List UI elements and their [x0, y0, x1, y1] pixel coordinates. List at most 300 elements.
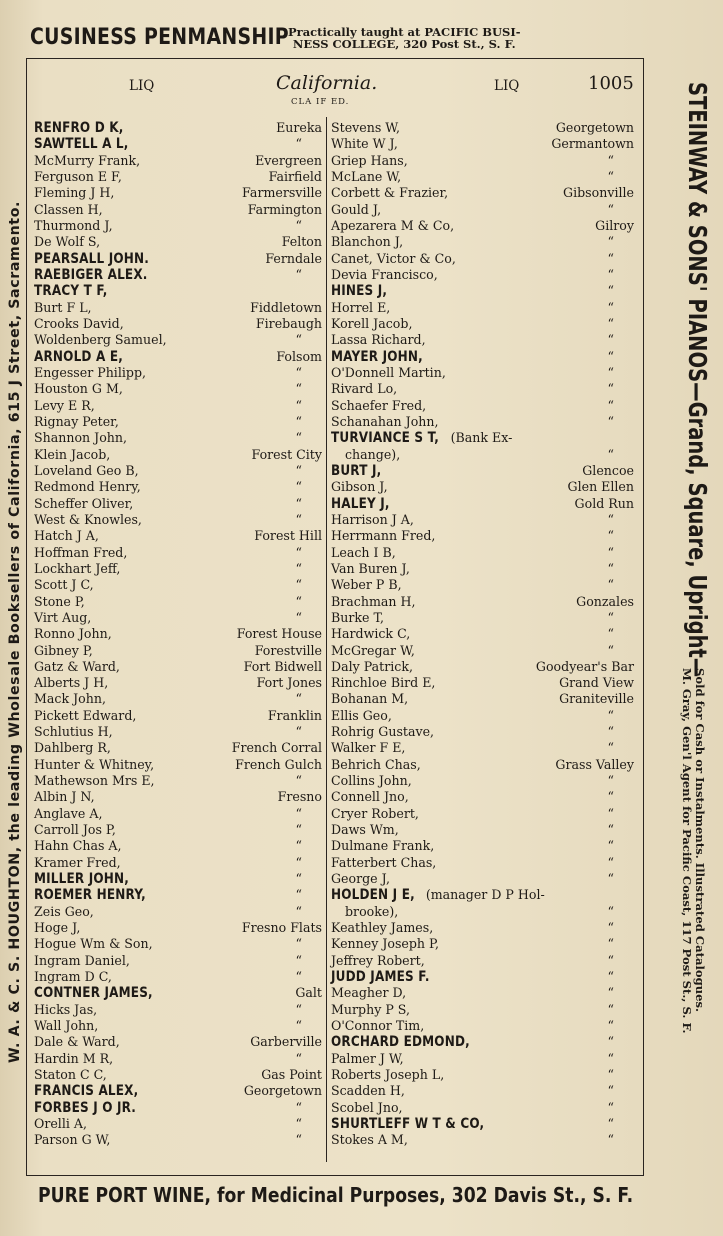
listing-name: Virt Aug,	[34, 609, 92, 625]
listing-name: Herrmann Fred,	[331, 528, 436, 544]
listing-row	[331, 594, 634, 610]
listing-place: “	[607, 1099, 614, 1115]
listing-name: Schlutius H,	[34, 724, 113, 740]
listing-place: “	[295, 838, 302, 854]
listing-name: Ronno John,	[34, 626, 112, 642]
listing-place: “	[607, 152, 614, 168]
listing-row	[34, 365, 322, 381]
listing-row	[34, 1083, 322, 1099]
listing-row	[331, 185, 634, 201]
listing-place: “	[607, 577, 614, 593]
page-number: 1005	[588, 73, 634, 94]
listing-place: “	[295, 936, 302, 952]
listing-name: Alberts J H,	[34, 675, 109, 691]
listing-row	[331, 414, 634, 430]
bottom-ad-text: PURE PORT WINE, for Medicinal Purposes, 302 Davis St., S. F.	[38, 1183, 634, 1207]
listing-row	[331, 1083, 634, 1099]
right-ad-details	[680, 668, 706, 1138]
listing-place: “	[607, 544, 614, 560]
listing-row	[331, 136, 634, 152]
listing-place: “	[607, 1116, 614, 1132]
listing-place: “	[295, 903, 302, 919]
listing-place: “	[607, 609, 614, 625]
listing-name: Bohanan M,	[331, 691, 409, 707]
listing-name: West & Knowles,	[34, 511, 142, 527]
listing-name: Scott J C,	[34, 577, 94, 593]
listing-row	[34, 855, 322, 871]
listing-row	[34, 218, 322, 234]
listing-name: ORCHARD EDMOND,	[331, 1034, 470, 1051]
listing-name: Ellis Geo,	[331, 707, 392, 723]
listing-row	[331, 283, 634, 299]
listing-name: Lockhart Jeff,	[34, 560, 121, 576]
listing-name: Roberts Joseph L,	[331, 1067, 445, 1083]
listing-row	[34, 675, 322, 691]
listing-row	[34, 1034, 322, 1050]
listing-row	[331, 708, 634, 724]
listing-place: Fort Bidwell	[243, 658, 322, 674]
listing-row	[34, 496, 322, 512]
listing-name: O'Connor Tim,	[331, 1018, 425, 1034]
listing-row	[34, 887, 322, 903]
listing-name: change),	[345, 446, 401, 462]
listing-place: Graniteville	[559, 691, 634, 707]
listing-place: “	[295, 430, 302, 446]
listing-name: Dulmane Frank,	[331, 838, 435, 854]
listing-name: ROEMER HENRY,	[34, 887, 146, 904]
listing-name: Orelli A,	[34, 1116, 87, 1132]
listing-name: Ingram D C,	[34, 969, 112, 985]
listing-name: Van Buren J,	[331, 560, 410, 576]
listing-row	[331, 724, 634, 740]
listing-name: Engesser Philipp,	[34, 364, 147, 380]
listing-name: Stone P,	[34, 593, 85, 609]
listing-row	[331, 153, 634, 169]
listing-row	[331, 251, 634, 267]
listing-row	[34, 1100, 322, 1116]
listing-name: Staton C C,	[34, 1067, 107, 1083]
listing-name: FRANCIS ALEX,	[34, 1083, 139, 1100]
listing-row	[331, 757, 634, 773]
listing-row	[331, 920, 634, 936]
listing-name: Corbett & Frazier,	[331, 185, 449, 201]
listing-row	[331, 691, 634, 707]
listing-row	[34, 153, 322, 169]
listing-name: Hardwick C,	[331, 626, 411, 642]
listing-row	[34, 447, 322, 463]
listing-name: McLane W,	[331, 168, 402, 184]
listing-name: Blanchon J,	[331, 234, 404, 250]
listing-place: “	[295, 136, 302, 152]
listing-name: Hunter & Whitney,	[34, 756, 155, 772]
listing-name: Horrel E,	[331, 299, 391, 315]
top-ad-line2: NESS COLLEGE, 320 Post St., S. F.	[292, 37, 516, 51]
listing-place: “	[295, 1050, 302, 1066]
listing-row	[331, 985, 634, 1001]
listing-place: Georgetown	[555, 120, 634, 135]
listing-row	[331, 545, 634, 561]
listing-name: Scheffer Oliver,	[34, 495, 134, 511]
listing-name: Connell Jno,	[331, 789, 409, 805]
right-advertisement	[644, 70, 722, 1160]
listing-place: “	[295, 1116, 302, 1132]
listing-place: “	[607, 854, 614, 870]
listing-place: Fresno Flats	[241, 920, 322, 936]
listing-place: Fresno	[277, 789, 322, 805]
top-ad-details	[288, 26, 521, 50]
listing-place: Fiddletown	[250, 299, 322, 315]
listing-place: “	[607, 707, 614, 723]
listing-place: Folsom	[276, 348, 322, 364]
running-header	[26, 70, 642, 110]
header-category-right: LIQ	[494, 78, 520, 94]
column-divider	[326, 117, 327, 1162]
listing-name: Shannon John,	[34, 430, 128, 446]
listing-row	[331, 773, 634, 789]
listing-row	[331, 234, 634, 250]
listing-place: Forestville	[254, 642, 322, 658]
listing-place: “	[295, 266, 302, 282]
header-classified: CLA IF ED.	[291, 97, 350, 107]
listing-place: “	[607, 724, 614, 740]
listing-name: CONTNER JAMES,	[34, 985, 153, 1002]
listing-place: “	[607, 560, 614, 576]
listing-place: Firebaugh	[255, 315, 322, 331]
listing-name: Houston G M,	[34, 381, 123, 397]
listing-row	[34, 838, 322, 854]
listing-row	[34, 740, 322, 756]
listing-name: Mathewson Mrs E,	[34, 773, 155, 789]
listing-row	[34, 332, 322, 348]
listing-row	[34, 561, 322, 577]
listing-name: Hicks Jas,	[34, 1001, 98, 1017]
listing-row	[34, 789, 322, 805]
listing-row	[331, 169, 634, 185]
listing-place: “	[607, 773, 614, 789]
listing-row	[34, 708, 322, 724]
listing-name: Kramer Fred,	[34, 854, 121, 870]
listing-name: Schanahan John,	[331, 413, 439, 429]
listing-place: “	[295, 544, 302, 560]
listing-name: Hardin M R,	[34, 1050, 114, 1066]
listing-row	[34, 512, 322, 528]
header-category-left: LIQ	[129, 78, 155, 94]
listing-name: Keathley James,	[331, 920, 434, 936]
listing-row	[34, 904, 322, 920]
listing-place: “	[295, 413, 302, 429]
listing-name: Fleming J H,	[34, 185, 115, 201]
listing-row	[331, 479, 634, 495]
listing-place: “	[295, 381, 302, 397]
listing-name: Cryer Robert,	[331, 805, 419, 821]
listing-name: Burt F L,	[34, 299, 92, 315]
listing-row	[331, 365, 634, 381]
listing-place: “	[607, 397, 614, 413]
listing-row	[34, 953, 322, 969]
listing-row	[34, 120, 322, 136]
listing-place: “	[607, 805, 614, 821]
listing-place: “	[607, 626, 614, 642]
listing-row	[331, 1116, 634, 1132]
listing-name: Gatz & Ward,	[34, 658, 120, 674]
top-ad-main: CUSINESS PENMANSHIP	[30, 25, 289, 50]
listing-place: “	[295, 822, 302, 838]
listing-place: “	[607, 168, 614, 184]
listing-place: “	[607, 1034, 614, 1050]
listing-row	[331, 838, 634, 854]
listing-place: “	[607, 936, 614, 952]
listing-name: George J,	[331, 871, 390, 887]
listing-name: Meagher D,	[331, 985, 407, 1001]
listing-row	[331, 887, 634, 903]
listing-place: “	[607, 969, 614, 985]
listing-row	[331, 822, 634, 838]
listing-row	[34, 463, 322, 479]
listing-row	[331, 806, 634, 822]
listing-name: Walker F E,	[331, 740, 406, 756]
listing-row	[34, 545, 322, 561]
listing-name: HINES J,	[331, 283, 388, 300]
listing-place: Glencoe	[582, 462, 634, 478]
listing-row	[331, 528, 634, 544]
listing-place: “	[295, 577, 302, 593]
listing-row	[331, 218, 634, 234]
listing-name: Woldenberg Samuel,	[34, 332, 167, 348]
listing-row	[331, 1100, 634, 1116]
listing-name: De Wolf S,	[34, 234, 101, 250]
listing-place: Fort Jones	[256, 675, 322, 691]
listing-place: “	[607, 332, 614, 348]
listing-place: “	[295, 609, 302, 625]
listing-row	[331, 1018, 634, 1034]
listing-place: “	[295, 952, 302, 968]
listing-row	[34, 871, 322, 887]
listing-row	[34, 185, 322, 201]
listing-name: brooke),	[345, 903, 399, 919]
left-column	[34, 120, 322, 1149]
listing-row	[34, 757, 322, 773]
listing-place: “	[295, 462, 302, 478]
listing-name: Loveland Geo B,	[34, 462, 139, 478]
listing-place: Germantown	[551, 136, 634, 152]
listing-row	[331, 300, 634, 316]
right-column	[331, 120, 634, 1149]
listing-place: “	[607, 1050, 614, 1066]
listing-place: “	[607, 952, 614, 968]
listing-row	[34, 430, 322, 446]
listing-name: Dahlberg R,	[34, 740, 111, 756]
listing-name: Wall John,	[34, 1018, 99, 1034]
listing-place: Farmington	[247, 201, 322, 217]
listing-row	[331, 789, 634, 805]
listing-name: Rivard Lo,	[331, 381, 398, 397]
listing-place: Gold Run	[574, 495, 634, 511]
listing-place: “	[295, 887, 302, 903]
listing-name: Daly Patrick,	[331, 658, 413, 674]
listing-place: “	[607, 642, 614, 658]
listing-name: Scadden H,	[331, 1083, 405, 1099]
listing-place: “	[295, 805, 302, 821]
listing-place: “	[295, 511, 302, 527]
listing-name: Burke T,	[331, 609, 385, 625]
listing-place: “	[607, 511, 614, 527]
listing-name: Stevens W,	[331, 120, 401, 135]
listing-note: (Bank Ex-	[450, 430, 513, 446]
listing-name: Scobel Jno,	[331, 1099, 403, 1115]
listing-row	[34, 316, 322, 332]
listing-name: Anglave A,	[34, 805, 103, 821]
listing-row	[331, 332, 634, 348]
listing-row	[34, 643, 322, 659]
listing-row	[331, 936, 634, 952]
listing-name: BURT J,	[331, 462, 382, 479]
listing-name: SHURTLEFF W T & CO,	[331, 1116, 485, 1133]
listing-row	[34, 1002, 322, 1018]
listing-place: Fairfield	[268, 168, 322, 184]
listing-row	[34, 659, 322, 675]
listing-name: Weber P B,	[331, 577, 402, 593]
listing-row	[331, 120, 634, 136]
listing-place: “	[607, 381, 614, 397]
listing-name: SAWTELL A L,	[34, 136, 129, 153]
listing-place: “	[295, 871, 302, 887]
listing-row	[34, 251, 322, 267]
listing-place: Grass Valley	[555, 756, 634, 772]
listing-place: Forest House	[236, 626, 322, 642]
listing-row	[331, 1002, 634, 1018]
listing-row	[331, 267, 634, 283]
listing-name: Stokes A M,	[331, 1132, 408, 1148]
right-ad-main: STEINWAY & SONS' PIANOS—Grand, Square, Upright—	[683, 82, 712, 678]
listing-place: Gilroy	[595, 217, 634, 233]
listing-place: “	[607, 364, 614, 380]
listing-place: French Gulch	[235, 756, 322, 772]
listing-name: O'Donnell Martin,	[331, 364, 446, 380]
listing-place: Forest City	[251, 446, 322, 462]
listing-row	[331, 316, 634, 332]
listing-place: “	[607, 266, 614, 282]
listing-row	[34, 1067, 322, 1083]
listing-row	[331, 953, 634, 969]
listing-name: JUDD JAMES F.	[331, 969, 430, 986]
listing-row	[34, 283, 322, 299]
listing-name: Hahn Chas A,	[34, 838, 122, 854]
listing-place: Evergreen	[255, 152, 322, 168]
listing-row	[34, 724, 322, 740]
listing-row	[34, 1018, 322, 1034]
listing-name: Canet, Victor & Co,	[331, 250, 456, 266]
listing-place: “	[607, 903, 614, 919]
listing-row	[34, 1132, 322, 1148]
listing-place: “	[607, 446, 614, 462]
listing-name: Zeis Geo,	[34, 903, 94, 919]
listing-name: Hoge J,	[34, 920, 81, 936]
listing-row	[331, 1034, 634, 1050]
listing-name: Griep Hans,	[331, 152, 408, 168]
listing-name: Redmond Henry,	[34, 479, 141, 495]
listing-row	[331, 675, 634, 691]
listing-row	[34, 479, 322, 495]
listing-row	[34, 169, 322, 185]
listing-name: Lassa Richard,	[331, 332, 426, 348]
listing-name: Jeffrey Robert,	[331, 952, 425, 968]
listing-place: “	[295, 217, 302, 233]
listing-place: “	[607, 528, 614, 544]
listing-name: Thurmond J,	[34, 217, 113, 233]
listing-place: “	[607, 250, 614, 266]
listing-row	[331, 447, 634, 463]
listing-name: Pickett Edward,	[34, 707, 137, 723]
listing-row	[331, 561, 634, 577]
listing-name: Klein Jacob,	[34, 446, 111, 462]
listing-name: Gibney P,	[34, 642, 93, 658]
listing-name: Leach I B,	[331, 544, 396, 560]
listing-name: Parson G W,	[34, 1132, 111, 1148]
listing-row	[331, 398, 634, 414]
listing-place: “	[607, 1083, 614, 1099]
listing-row	[34, 202, 322, 218]
listing-row	[331, 381, 634, 397]
left-ad-text: W. A. & C. S. HOUGHTON, the leading Wholesale Booksellers of California, 615 J Street, Sacramento.	[7, 200, 23, 1064]
listing-name: ARNOLD A E,	[34, 348, 123, 365]
listing-row	[331, 202, 634, 218]
listing-row	[34, 626, 322, 642]
listing-place: “	[295, 1099, 302, 1115]
listing-place: “	[607, 985, 614, 1001]
listing-row	[34, 234, 322, 250]
listing-name: Palmer J W,	[331, 1050, 404, 1066]
listing-name: Rignay Peter,	[34, 413, 119, 429]
listing-name: HOLDEN J E,	[331, 887, 415, 904]
listing-row	[34, 398, 322, 414]
listing-place: “	[295, 593, 302, 609]
listing-row	[34, 528, 322, 544]
listing-row	[331, 740, 634, 756]
listing-place: Georgetown	[243, 1083, 322, 1099]
listing-row	[331, 496, 634, 512]
listing-place: Glen Ellen	[567, 479, 634, 495]
listing-place: “	[295, 560, 302, 576]
listing-place: “	[295, 397, 302, 413]
bottom-advertisement	[30, 1183, 640, 1213]
listing-place: “	[607, 234, 614, 250]
listing-row	[331, 855, 634, 871]
listing-place: “	[607, 1067, 614, 1083]
listing-name: Levy E R,	[34, 397, 95, 413]
listing-name: Classen H,	[34, 201, 103, 217]
listing-row	[34, 349, 322, 365]
listing-row	[34, 806, 322, 822]
listing-name: McMurry Frank,	[34, 152, 141, 168]
listing-row	[331, 904, 634, 920]
listing-place: “	[607, 740, 614, 756]
listing-row	[331, 463, 634, 479]
listing-name: PEARSALL JOHN.	[34, 250, 150, 267]
listing-name: Hatch J A,	[34, 528, 99, 544]
listing-row	[331, 349, 634, 365]
header-state: California.	[276, 72, 378, 94]
listing-name: Ferguson E F,	[34, 168, 122, 184]
listing-place: Grand View	[559, 675, 634, 691]
listing-row	[34, 1051, 322, 1067]
listing-place: “	[607, 299, 614, 315]
listing-row	[34, 691, 322, 707]
listing-name: RENFRO D K,	[34, 120, 124, 136]
listing-name: Brachman H,	[331, 593, 416, 609]
listing-row	[34, 822, 322, 838]
listing-name: TURVIANCE S T,	[331, 430, 440, 447]
listing-name: Rohrig Gustave,	[331, 724, 435, 740]
